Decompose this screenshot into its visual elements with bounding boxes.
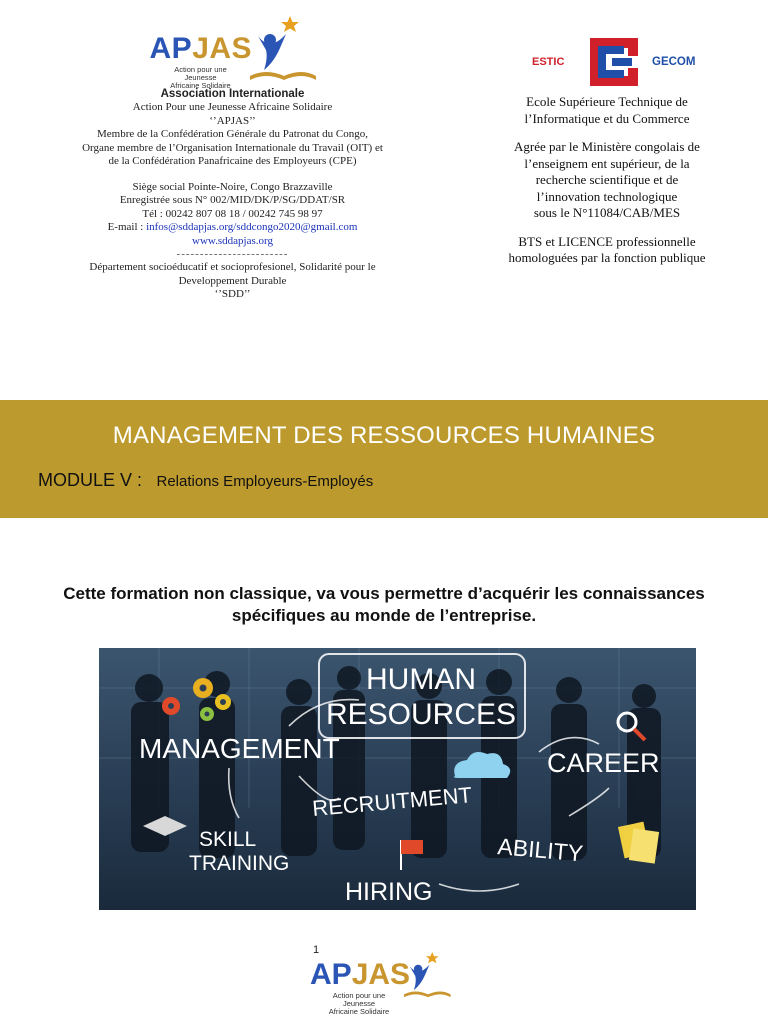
degrees-line: BTS et LICENCE professionnelle: [518, 233, 696, 249]
school-name: Ecole Supérieure Technique de: [526, 94, 688, 109]
estic-gecom-logo: [466, 32, 748, 94]
human-resources-illustration: [99, 648, 696, 910]
approval-line: Agrée par le Ministère congolais de: [514, 139, 700, 154]
illustration-word-ability: ABILITY: [496, 833, 585, 867]
divider: ------------------------: [176, 248, 289, 260]
illustration-word-human: HUMAN: [366, 663, 476, 696]
apjas-email-link[interactable]: infos@sddapjas.org/sddcongo2020@gmail.com: [146, 221, 358, 233]
sdd-line: Département socioéducatif et socioprofesionel, Solidarité pour le: [89, 261, 376, 273]
footer-logo-tagline: Action pour une Jeunesse Africaine Solidaire: [328, 991, 390, 1016]
apjas-line: Organe membre de l’Organisation Internationale du Travail (OIT) et: [82, 141, 383, 154]
apjas-line: de la Confédération Panafricaine des Employeurs (CPE): [108, 155, 357, 167]
module-label: MODULE V :: [38, 470, 143, 490]
apjas-registration: Enregistrée sous N° 002/MID/DK/P/SG/DDAT/SR: [119, 194, 346, 206]
sdd-line: Developpement Durable: [178, 274, 287, 287]
apjas-phone: Tél : 00242 807 08 18 / 00242 745 98 97: [142, 207, 323, 220]
estic-label: ESTIC: [532, 56, 565, 68]
approval-line: l’enseignem ent supérieur, de la: [524, 155, 690, 171]
approval-line: l’innovation technologique: [536, 188, 678, 204]
apjas-logo: [148, 14, 318, 90]
apjas-header: [40, 14, 425, 302]
estic-header: [466, 32, 748, 267]
apjas-email-line: E-mail : infos@sddapjas.org/sddcongo2020@gmail.com: [107, 221, 358, 233]
illustration-word-career: CAREER: [547, 748, 660, 778]
school-name: l’Informatique et du Commerce: [524, 110, 690, 126]
page-number: 1: [313, 944, 320, 956]
intro-paragraph: Cette formation non classique, va vous permettre d’acquérir les connaissances spécifiques au monde de l’entreprise.: [63, 584, 705, 625]
apjas-logo-tagline: Action pour une Jeunesse Africaine Solidaire: [170, 65, 231, 90]
module-subtitle: Relations Employeurs-Employés: [156, 473, 374, 490]
gecom-label: GECOM: [652, 56, 696, 68]
approval-line: recherche scientifique et de: [535, 172, 679, 187]
approval-line: sous le N°11084/CAB/MES: [533, 205, 681, 220]
apjas-website-link[interactable]: www.sddapjas.org: [192, 234, 273, 247]
illustration-word-recruitment: RECRUITMENT: [311, 782, 473, 821]
apjas-line: Action Pour une Jeunesse Africaine Solidaire: [132, 101, 333, 113]
apjas-logo-word: APJAS: [149, 32, 253, 65]
illustration-word-hiring: HIRING: [345, 878, 433, 906]
estic-emblem-icon: [584, 32, 644, 92]
sdd-line: ‘’SDD’’: [214, 288, 251, 300]
document-title: MANAGEMENT DES RESSOURCES HUMAINES: [112, 422, 656, 449]
footer-apjas-logo: [306, 940, 456, 1020]
footer-apjas-figure-icon: [404, 940, 452, 1012]
apjas-line: Membre de la Confédération Générale du Patronat du Congo,: [97, 128, 368, 140]
module-heading: [38, 470, 373, 491]
apjas-address: Siège social Pointe-Noire, Congo Brazzaville: [132, 180, 333, 193]
footer-logo-word: APJAS: [310, 958, 411, 991]
title-banner: [0, 400, 768, 518]
illustration-word-training: TRAINING: [189, 852, 290, 875]
illustration-word-resources: RESOURCES: [325, 698, 517, 731]
apjas-figure-icon: [250, 14, 318, 86]
association-label: Association Internationale: [160, 88, 305, 100]
illustration-word-skill: SKILL: [199, 828, 257, 851]
degrees-line: homologuées par la fonction publique: [508, 250, 706, 265]
illustration-word-management: MANAGEMENT: [139, 733, 340, 764]
apjas-line: ‘’APJAS’’: [209, 114, 256, 127]
